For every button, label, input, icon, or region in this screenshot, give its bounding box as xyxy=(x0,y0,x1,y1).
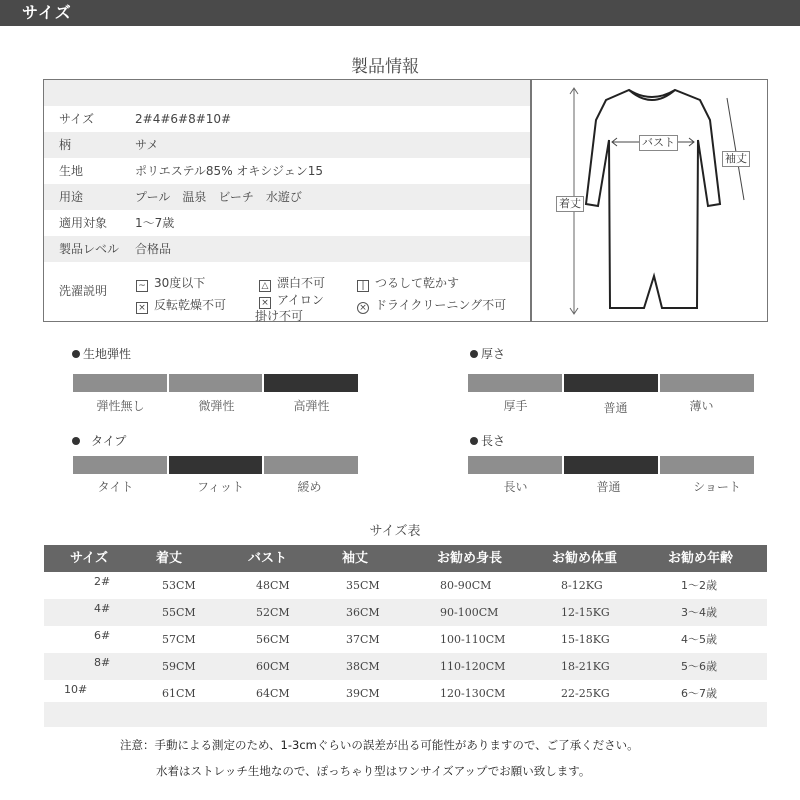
table-row xyxy=(44,653,767,680)
attr-option: 弾性無し xyxy=(96,399,145,413)
care-item: △ 漂白不可 xyxy=(259,274,325,292)
attr-bar-type xyxy=(73,456,358,474)
table-cell: 36CM xyxy=(346,606,380,619)
column-header: サイズ xyxy=(70,551,108,566)
bust-label: バスト xyxy=(639,135,678,151)
info-label: 柄 xyxy=(59,138,72,152)
care-iron-line2: 掛け不可 xyxy=(255,309,304,323)
table-cell: 38CM xyxy=(346,660,380,673)
attr-segment-active xyxy=(264,374,358,392)
table-row xyxy=(44,626,767,653)
info-value: 2#4#6#8#10# xyxy=(135,112,232,126)
attr-bar-thickness xyxy=(468,374,754,392)
attr-title-elasticity: 生地弾性 xyxy=(72,345,131,362)
product-info-table xyxy=(43,79,531,322)
no-dry-clean-icon: × xyxy=(357,302,369,314)
attr-segment-active xyxy=(564,374,658,392)
table-cell: 52CM xyxy=(256,606,290,619)
info-row-size xyxy=(44,106,530,132)
table-cell: 6# xyxy=(94,629,111,642)
info-value: プール 温泉 ビーチ 水遊び xyxy=(135,190,302,204)
column-header: お勧め身長 xyxy=(437,551,503,566)
table-row-empty xyxy=(44,702,767,727)
table-cell: 37CM xyxy=(346,633,380,646)
table-cell: 90-100CM xyxy=(440,606,499,619)
note-measurement: 注意：手動による測定のため、1-3cmぐらいの誤差が出る可能性がありますので、ご了承ください。 xyxy=(120,738,639,752)
attr-segment xyxy=(468,374,562,392)
care-item: × ドライクリーニング不可 xyxy=(357,296,506,314)
table-cell: 5～6歳 xyxy=(681,660,717,673)
care-item: ~ 30度以下 xyxy=(136,274,205,292)
attr-option: フィット xyxy=(196,480,245,494)
attr-segment xyxy=(660,374,754,392)
attr-option: 薄い xyxy=(689,399,714,413)
note-stretch: 水着はストレッチ生地なので、ぽっちゃり型はワンサイズアップでお願い致します。 xyxy=(156,764,591,778)
attr-option: 長い xyxy=(503,480,528,494)
attr-title-thickness: 厚さ xyxy=(470,345,505,362)
attr-bar-length xyxy=(468,456,754,474)
table-cell: 53CM xyxy=(162,579,196,592)
attr-option: タイト xyxy=(97,480,134,494)
table-cell: 56CM xyxy=(256,633,290,646)
table-cell: 8-12KG xyxy=(561,579,603,592)
attr-bar-elasticity xyxy=(73,374,358,392)
attr-title-type: タイプ xyxy=(72,432,126,449)
care-label: 洗濯説明 xyxy=(59,284,108,298)
info-row-blank xyxy=(44,80,530,106)
table-cell: 6～7歳 xyxy=(681,687,717,700)
table-cell: 48CM xyxy=(256,579,290,592)
table-cell: 61CM xyxy=(162,687,196,700)
attr-option: 高弾性 xyxy=(293,399,330,413)
table-cell: 80-90CM xyxy=(440,579,492,592)
info-value: 合格品 xyxy=(135,242,172,256)
care-item: | つるして乾かす xyxy=(357,274,459,292)
table-cell: 2# xyxy=(94,575,111,588)
info-row-pattern xyxy=(44,132,530,158)
attr-segment xyxy=(169,374,262,392)
bullet-icon xyxy=(470,437,478,445)
size-table-title: サイズ表 xyxy=(369,524,421,539)
bullet-icon xyxy=(72,350,80,358)
size-table-header xyxy=(44,545,767,572)
table-cell: 22-25KG xyxy=(561,687,610,700)
table-cell: 4～5歳 xyxy=(681,633,717,646)
length-label: 着丈 xyxy=(556,196,584,212)
no-bleach-icon: △ xyxy=(259,280,271,292)
table-cell: 10# xyxy=(64,683,88,696)
table-cell: 64CM xyxy=(256,687,290,700)
attr-option: 緩め xyxy=(297,480,322,494)
table-cell: 4# xyxy=(94,602,111,615)
attr-title-length: 長さ xyxy=(470,432,505,449)
attr-option: 微弾性 xyxy=(198,399,235,413)
table-cell: 3～4歳 xyxy=(681,606,717,619)
table-cell: 15-18KG xyxy=(561,633,610,646)
attr-segment xyxy=(264,456,358,474)
wash-30-icon: ~ xyxy=(136,280,148,292)
table-cell: 59CM xyxy=(162,660,196,673)
table-row xyxy=(44,572,767,599)
bullet-icon xyxy=(470,350,478,358)
header-bar xyxy=(0,0,800,26)
garment-diagram xyxy=(531,79,768,322)
table-cell: 1～2歳 xyxy=(681,579,717,592)
table-cell: 35CM xyxy=(346,579,380,592)
table-cell: 12-15KG xyxy=(561,606,610,619)
care-item: × 反転乾燥不可 xyxy=(136,296,226,314)
attr-option: 普通 xyxy=(603,401,628,415)
info-row-grade xyxy=(44,236,530,262)
info-value: 1～7歳 xyxy=(135,216,175,230)
no-tumble-dry-icon: × xyxy=(136,302,148,314)
attr-option: ショート xyxy=(693,480,741,494)
attr-segment-active xyxy=(169,456,262,474)
info-label: 適用対象 xyxy=(59,216,108,230)
info-value: サメ xyxy=(135,138,159,152)
header-title: サイズ xyxy=(22,3,72,22)
table-cell: 100-110CM xyxy=(440,633,506,646)
attr-segment xyxy=(660,456,754,474)
info-label: 製品レベル xyxy=(59,242,120,256)
info-label: 用途 xyxy=(59,190,84,204)
sleeve-label: 袖丈 xyxy=(722,151,750,167)
info-label: 生地 xyxy=(59,164,84,178)
info-row-usage xyxy=(44,184,530,210)
info-row-target xyxy=(44,210,530,236)
attr-segment xyxy=(468,456,562,474)
care-item: × アイロン 掛け不可 xyxy=(255,293,324,323)
attr-option: 厚手 xyxy=(503,399,528,413)
table-cell: 55CM xyxy=(162,606,196,619)
table-cell: 120-130CM xyxy=(440,687,506,700)
column-header: お勧め年齢 xyxy=(668,551,734,566)
column-header: お勧め体重 xyxy=(552,551,618,566)
no-iron-icon: × xyxy=(259,297,271,309)
table-cell: 57CM xyxy=(162,633,196,646)
table-cell: 60CM xyxy=(256,660,290,673)
attr-segment xyxy=(73,456,167,474)
attr-segment-active xyxy=(564,456,658,474)
attr-option: 普通 xyxy=(596,480,621,494)
table-cell: 8# xyxy=(94,656,111,669)
table-cell: 110-120CM xyxy=(440,660,506,673)
info-label: サイズ xyxy=(59,112,95,126)
table-row xyxy=(44,599,767,626)
product-info-title: 製品情報 xyxy=(351,57,419,77)
column-header: 着丈 xyxy=(156,551,183,566)
hang-dry-icon: | xyxy=(357,280,369,292)
bullet-icon xyxy=(72,437,80,445)
table-cell: 18-21KG xyxy=(561,660,610,673)
column-header: 袖丈 xyxy=(342,551,369,566)
info-row-fabric xyxy=(44,158,530,184)
info-value: ポリエステル85% オキシジェン15 xyxy=(135,164,324,178)
attr-segment xyxy=(73,374,167,392)
column-header: バスト xyxy=(248,551,288,566)
table-cell: 39CM xyxy=(346,687,380,700)
